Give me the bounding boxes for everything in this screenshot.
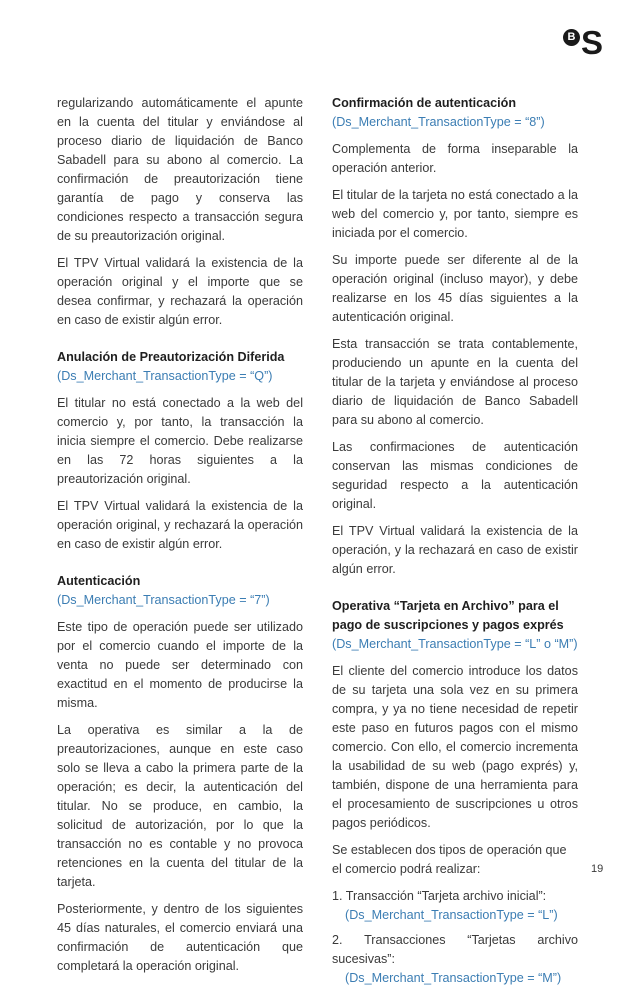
section-heading: Confirmación de autenticación: [332, 96, 517, 110]
right-column: [332, 94, 578, 994]
logo-s-mark: S: [581, 24, 604, 61]
transaction-type-code: (Ds_Merchant_TransactionType = “L”): [345, 908, 558, 922]
paragraph: Este tipo de operación puede ser utilizado por el comercio cuando el importe de la venta no puede ser determinado con exactitud en el momento de producirse la misma.: [57, 620, 303, 710]
logo-b-mark: B: [563, 29, 580, 46]
paragraph: Se establecen dos tipos de operación que el comercio podrá realizar:: [332, 843, 567, 876]
paragraph: Posteriormente, y dentro de los siguientes 45 días naturales, el comercio enviará una confirmación de autenticación que completará la operación original.: [57, 902, 303, 973]
paragraph: Esta transacción se trata contablemente, produciendo un apunte en la cuenta del titular de la tarjeta y enviándose al proceso diario de liquidación de Banco Sabadell para su abono al comercio.: [332, 337, 578, 427]
paragraph: El TPV Virtual validará la existencia de la operación original, y rechazará la operación en caso de existir algún error.: [57, 499, 303, 551]
paragraph: Las confirmaciones de autenticación conservan las mismas condiciones de seguridad respecto a la autenticación original.: [332, 440, 578, 511]
paragraph: El titular de la tarjeta no está conectado a la web del comercio y, por tanto, siempre es iniciada por el comercio.: [332, 188, 578, 240]
transaction-type-code: (Ds_Merchant_TransactionType = “7”): [57, 593, 270, 607]
list-item-label: 2. Transacciones “Tarjetas archivo sucesivas”:: [332, 933, 578, 966]
paragraph: Complementa de forma inseparable la operación anterior.: [332, 142, 578, 175]
section-heading: Autenticación: [57, 574, 141, 588]
transaction-type-code: (Ds_Merchant_TransactionType = “L” o “M”): [332, 637, 578, 651]
list-item: [332, 931, 578, 988]
paragraph: La operativa es similar a la de preautorizaciones, aunque en este caso solo se lleva a cabo la primera parte de la operación; es decir, la autenticación del titular. No se produce, en cambio, la solicitud de autorización, por lo que la transacción no es contable y no provoca retenciones en la cuenta del titular de la tarjeta.: [57, 723, 303, 889]
paragraph: Su importe puede ser diferente al de la operación original (incluso mayor), y debe realizarse en los 45 días siguientes a la autenticación original.: [332, 253, 578, 324]
section-heading: Anulación de Preautorización Diferida: [57, 350, 285, 364]
transaction-type-code: (Ds_Merchant_TransactionType = “8”): [332, 115, 545, 129]
list-item: [332, 887, 578, 925]
transaction-type-code: (Ds_Merchant_TransactionType = “Q”): [57, 369, 273, 383]
left-column: [57, 94, 303, 984]
paragraph: El TPV Virtual validará la existencia de la operación original y el importe que se desea confirmar, y rechazará la operación en caso de existir algún error.: [57, 256, 303, 327]
page-number: 19: [591, 863, 604, 875]
paragraph: El cliente del comercio introduce los datos de su tarjeta una sola vez en su primera compra, y ya no tiene necesidad de repetir este paso en futuros pagos con el mismo comercio. Con ello, el comercio incrementa la usabilidad de su web (pago exprés) y, también, dispone de una herramienta para el procesamiento de suscripciones u otros pagos periódicos.: [332, 664, 578, 830]
paragraph: El TPV Virtual validará la existencia de la operación, y la rechazará en caso de existir algún error.: [332, 524, 578, 576]
list-item-label: 1. Transacción “Tarjeta archivo inicial”:: [332, 889, 547, 903]
paragraph: El titular no está conectado a la web del comercio y, por tanto, la transacción la inicia siempre el comercio. Debe realizarse en las 72 horas siguientes a la preautorización original.: [57, 396, 303, 486]
sabadell-logo: [563, 24, 609, 62]
paragraph: regularizando automáticamente el apunte en la cuenta del titular y enviándose al proceso diario de liquidación de Banco Sabadell para su abono al comercio. La confirmación de preautorización tiene garantía de pago y conserva las condiciones respecto a transacción segura de su preautorización original.: [57, 96, 303, 243]
transaction-type-code: (Ds_Merchant_TransactionType = “M”): [345, 971, 562, 985]
section-heading: Operativa “Tarjeta en Archivo” para el pago de suscripciones y pagos exprés: [332, 599, 564, 632]
